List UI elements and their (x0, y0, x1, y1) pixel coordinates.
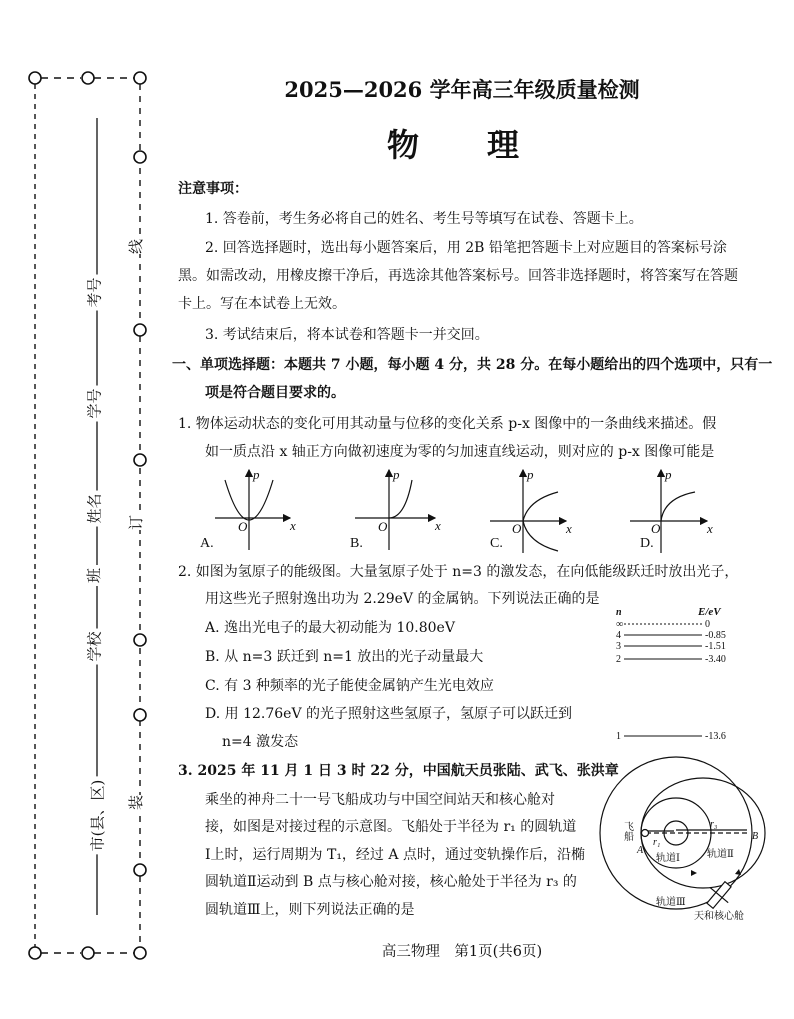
label-city: 市(县、区) (86, 777, 107, 855)
svg-text:∞: ∞ (616, 619, 624, 630)
label-name: 姓名 (84, 490, 105, 526)
label-student-number: 学号 (84, 385, 105, 421)
notice-heading: 注意事项： (178, 181, 248, 197)
svg-text:O: O (238, 519, 248, 534)
label-school: 学校 (84, 628, 105, 664)
svg-text:p: p (393, 467, 400, 482)
spacecraft (642, 830, 649, 837)
svg-text:x: x (707, 521, 713, 536)
subject-title: 物 理 (386, 126, 537, 164)
q2-option-d: D. 用 12.76eV 的光子照射这些氢原子，氢原子可以跃迁到 (205, 706, 572, 722)
notice-item-1: 1. 答卷前，考生务必将自己的姓名、考生号等填写在试卷、答题卡上。 (205, 211, 643, 227)
q1-graphs (190, 465, 760, 555)
svg-text:p: p (253, 467, 260, 482)
q3-stem-line3: 接，如图是对接过程的示意图。飞船处于半径为 r₁ 的圆轨道 (205, 819, 577, 835)
notice-item-2: 2. 回答选择题时，选出每小题答案后，用 2B 铅笔把答题卡上对应题目的答案标号涂 (205, 240, 727, 256)
svg-text:-1.51: -1.51 (705, 641, 726, 652)
svg-text:O: O (651, 521, 661, 536)
svg-text:O: O (378, 519, 388, 534)
svg-text:-0.85: -0.85 (705, 630, 726, 641)
svg-text:B: B (752, 831, 759, 842)
svg-text:r₃: r₃ (710, 819, 718, 830)
notice-item-2-cont: 黑。如需改动，用橡皮擦干净后，再选涂其他答案标号。回答非选择题时，将答案写在答题 (178, 268, 738, 284)
svg-text:轨道Ⅱ: 轨道Ⅱ (707, 849, 734, 860)
option-c-label: C. (490, 536, 503, 551)
svg-text:p: p (665, 467, 672, 482)
graph-option-b (355, 470, 435, 550)
page-footer: 高三物理 第1页(共6页) (381, 944, 543, 960)
q1-stem-cont: 如一质点沿 x 轴正方向做初速度为零的匀加速直线运动，则对应的 p-x 图像可能是 (205, 444, 715, 460)
svg-text:E/eV: E/eV (698, 606, 721, 618)
label-exam-number: 考号 (84, 274, 105, 310)
q2-option-a: A. 逸出光电子的最大初动能为 10.80eV (205, 620, 455, 636)
q2-option-d-cont: n=4 激发态 (222, 734, 299, 750)
q2-option-c: C. 有 3 种频率的光子能使金属钠产生光电效应 (205, 678, 494, 694)
notice-item-3: 3. 考试结束后，将本试卷和答题卡一并交回。 (205, 327, 489, 343)
svg-text:轨道Ⅲ: 轨道Ⅲ (656, 897, 686, 908)
q3-stem-line4: Ⅰ上时，运行周期为 T₁，经过 A 点时，通过变轨操作后，沿椭 (205, 847, 585, 863)
svg-text:-3.40: -3.40 (705, 654, 726, 665)
section-heading-cont: 项是符合题目要求的。 (205, 385, 345, 401)
q3-stem-line6: 圆轨道Ⅲ上，则下列说法正确的是 (205, 902, 415, 918)
option-a-label: A. (200, 536, 214, 551)
q2-option-b: B. 从 n=3 跃迁到 n=1 放出的光子动量最大 (205, 649, 484, 665)
svg-text:1: 1 (616, 731, 621, 742)
q2-stem-cont: 用这些光子照射逸出功为 2.29eV 的金属钠。下列说法正确的是 (205, 591, 600, 607)
svg-text:x: x (566, 521, 572, 536)
q1-stem: 1. 物体运动状态的变化可用其动量与位移的变化关系 p-x 图像中的一条曲线来描述。假 (178, 416, 717, 432)
svg-text:天和核心舱: 天和核心舱 (694, 911, 744, 922)
q3-stem-line2: 乘坐的神舟二十一号飞船成功与中国空间站天和核心舱对 (205, 792, 555, 808)
notice-item-2-cont2: 卡上。写在本试卷上无效。 (178, 296, 346, 312)
svg-text:n: n (616, 607, 622, 618)
graph-option-a (215, 470, 290, 550)
svg-text:飞船: 飞船 (621, 821, 633, 841)
cut-mark-bind: 订 (127, 514, 146, 531)
svg-text:A: A (637, 845, 644, 856)
cut-mark-staple: 装 (127, 794, 146, 811)
svg-text:O: O (512, 521, 522, 536)
svg-text:0: 0 (705, 619, 710, 630)
q3-stem-line5: 圆轨道Ⅱ运动到 B 点与核心舱对接，核心舱处于半径为 r₃ 的 (205, 874, 577, 890)
exam-title: 2025—2026 学年高三年级质量检测 (284, 77, 640, 102)
section-heading: 一、单项选择题：本题共 7 小题，每小题 4 分，共 28 分。在每小题给出的四个选项中，只有一 (172, 357, 773, 373)
svg-text:p: p (527, 467, 534, 482)
svg-text:x: x (290, 518, 296, 533)
orbit-diagram (594, 755, 794, 935)
option-d-label: D. (640, 536, 654, 551)
q3-stem: 3. 2025 年 11 月 1 日 3 时 22 分，中国航天员张陆、武飞、张洪章 (178, 763, 619, 779)
q2-stem: 2. 如图为氢原子的能级图。大量氢原子处于 n=3 的激发态，在向低能级跃迁时放出光子， (178, 564, 739, 580)
svg-text:2: 2 (616, 654, 621, 665)
option-b-label: B. (350, 536, 363, 551)
cut-mark-line: 线 (127, 238, 146, 255)
svg-text:r₁: r₁ (653, 837, 661, 848)
svg-text:x: x (435, 518, 441, 533)
svg-text:3: 3 (616, 641, 621, 652)
energy-level-diagram (610, 606, 760, 746)
earth (664, 821, 688, 845)
svg-text:-13.6: -13.6 (705, 731, 726, 742)
svg-text:4: 4 (616, 630, 621, 641)
label-class: 班 (83, 565, 104, 586)
svg-text:轨道Ⅰ: 轨道Ⅰ (656, 853, 680, 864)
